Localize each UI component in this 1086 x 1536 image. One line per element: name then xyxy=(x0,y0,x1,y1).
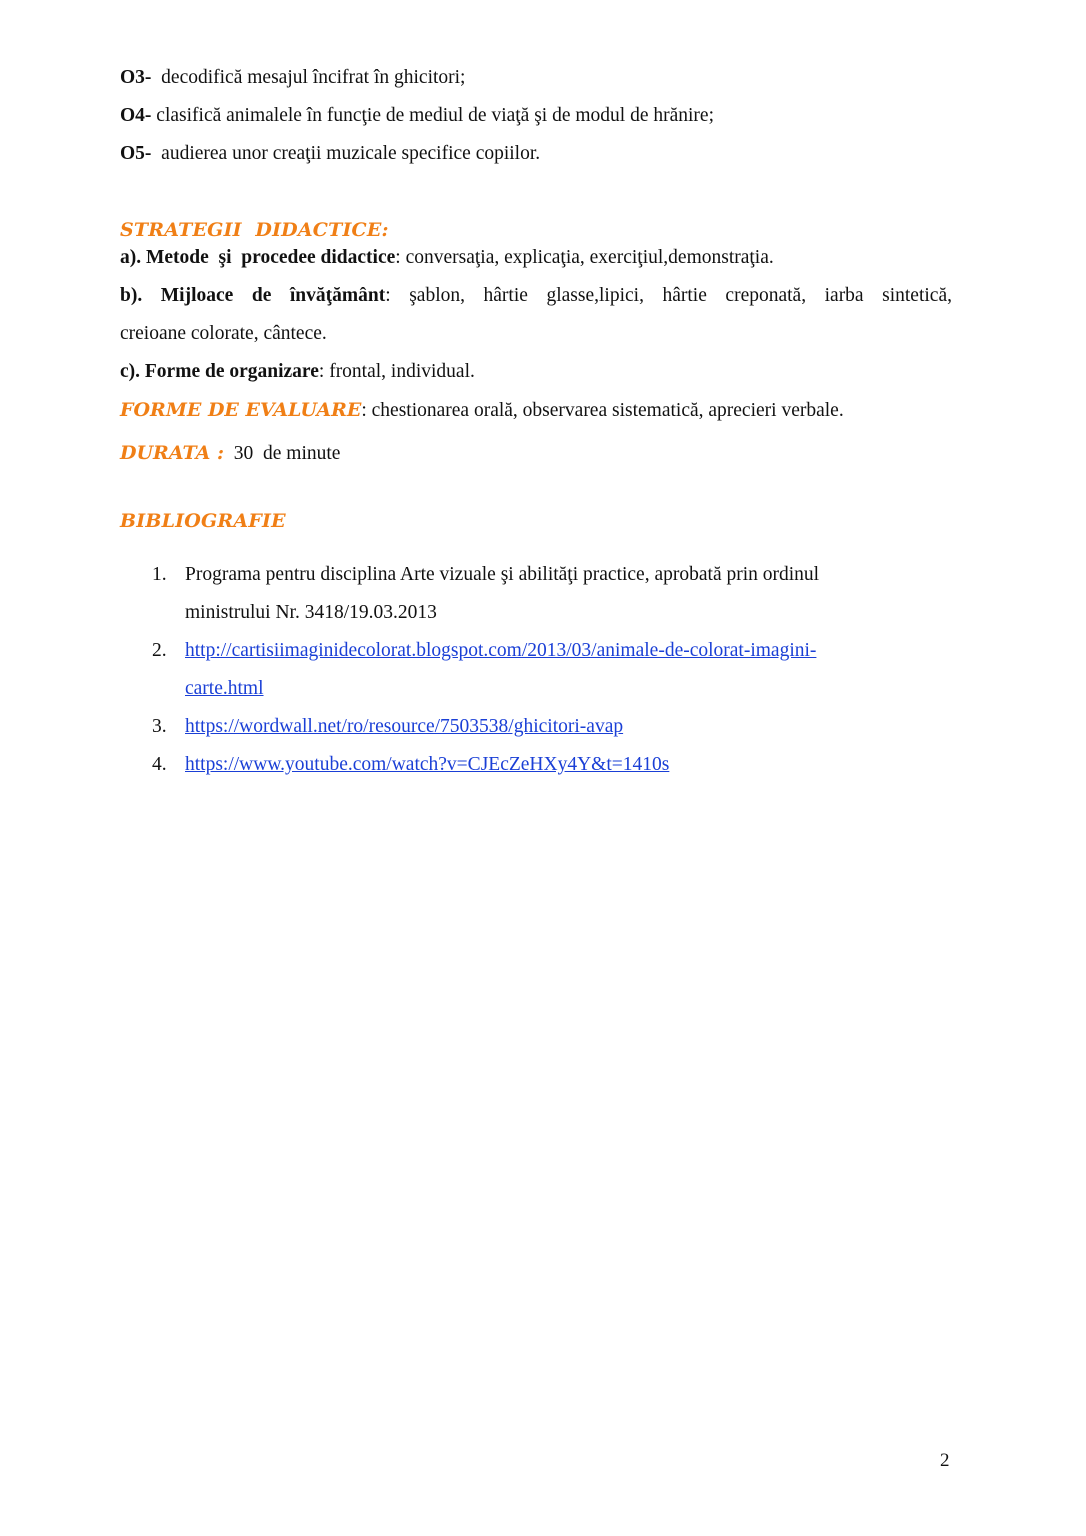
strategy-means-continuation: creioane colorate, cântece. xyxy=(120,323,327,344)
duration-line xyxy=(120,441,340,466)
page-number: 2 xyxy=(940,1450,950,1471)
objective-o4 xyxy=(120,104,714,128)
objective-text: decodifică mesajul încifrat în ghicitori; xyxy=(151,67,466,88)
bibliography-item-2-cont xyxy=(185,677,264,701)
duration-heading: DURATA : xyxy=(120,442,225,464)
bibliography-number: 2. xyxy=(152,640,167,661)
strategy-organization xyxy=(120,360,475,384)
bibliography-item-1-line-1: Programa pentru disciplina Arte vizuale şi abilităţi practice, aprobată prin ordinul xyxy=(185,564,820,585)
objective-o5 xyxy=(120,142,540,166)
evaluation-line xyxy=(120,398,844,423)
objective-code: O3- xyxy=(120,67,152,88)
objective-o3 xyxy=(120,66,465,90)
strategy-organization-label: c). Forme de organizare xyxy=(120,361,319,382)
bibliography-item-3 xyxy=(185,715,623,739)
strategy-methods-label: a). Metode şi procedee didactice xyxy=(120,247,396,268)
bibliography-number: 1. xyxy=(152,564,167,585)
strategy-methods xyxy=(120,246,774,270)
objective-code: O5- xyxy=(120,143,152,164)
bibliography-link-3[interactable]: https://www.youtube.com/watch?v=CJEcZeHXy4Y&t=1410s xyxy=(185,754,670,775)
strategy-means-text: : şablon, hârtie glasse,lipici, hârtie creponată, iarba sintetică, xyxy=(385,285,952,306)
objective-text: audierea unor creaţii muzicale specifice copiilor. xyxy=(151,143,541,164)
bibliography-link-1-part-2[interactable]: carte.html xyxy=(185,678,264,699)
bibliography-item-2 xyxy=(185,639,816,663)
bibliography-number: 3. xyxy=(152,716,167,737)
objective-code: O4- xyxy=(120,105,152,126)
bibliography-heading: BIBLIOGRAFIE xyxy=(120,510,286,532)
evaluation-text: : chestionarea orală, observarea sistematică, aprecieri verbale. xyxy=(361,400,844,421)
bibliography-item-4 xyxy=(185,753,669,777)
duration-text: 30 de minute xyxy=(224,443,341,464)
bibliography-number: 4. xyxy=(152,754,167,775)
objective-text: clasifică animalele în funcţie de mediul de viaţă şi de modul de hrănire; xyxy=(151,105,714,126)
strategy-organization-text: : frontal, individual. xyxy=(318,361,475,382)
strategy-means-label: b). Mijloace de învăţământ xyxy=(120,285,386,306)
strategies-heading: STRATEGII DIDACTICE: xyxy=(120,219,389,241)
bibliography-link-1-part-1[interactable]: http://cartisiimaginidecolorat.blogspot.com/2013/03/animale-de-colorat-imagini- xyxy=(185,640,817,661)
strategy-methods-text: : conversaţia, explicaţia, exerciţiul,demonstraţia. xyxy=(395,247,774,268)
evaluation-heading: FORME DE EVALUARE xyxy=(120,399,362,421)
strategy-means xyxy=(120,284,952,308)
bibliography-item-1-line-2: ministrului Nr. 3418/19.03.2013 xyxy=(185,602,437,623)
bibliography-link-2[interactable]: https://wordwall.net/ro/resource/7503538/ghicitori-avap xyxy=(185,716,624,737)
